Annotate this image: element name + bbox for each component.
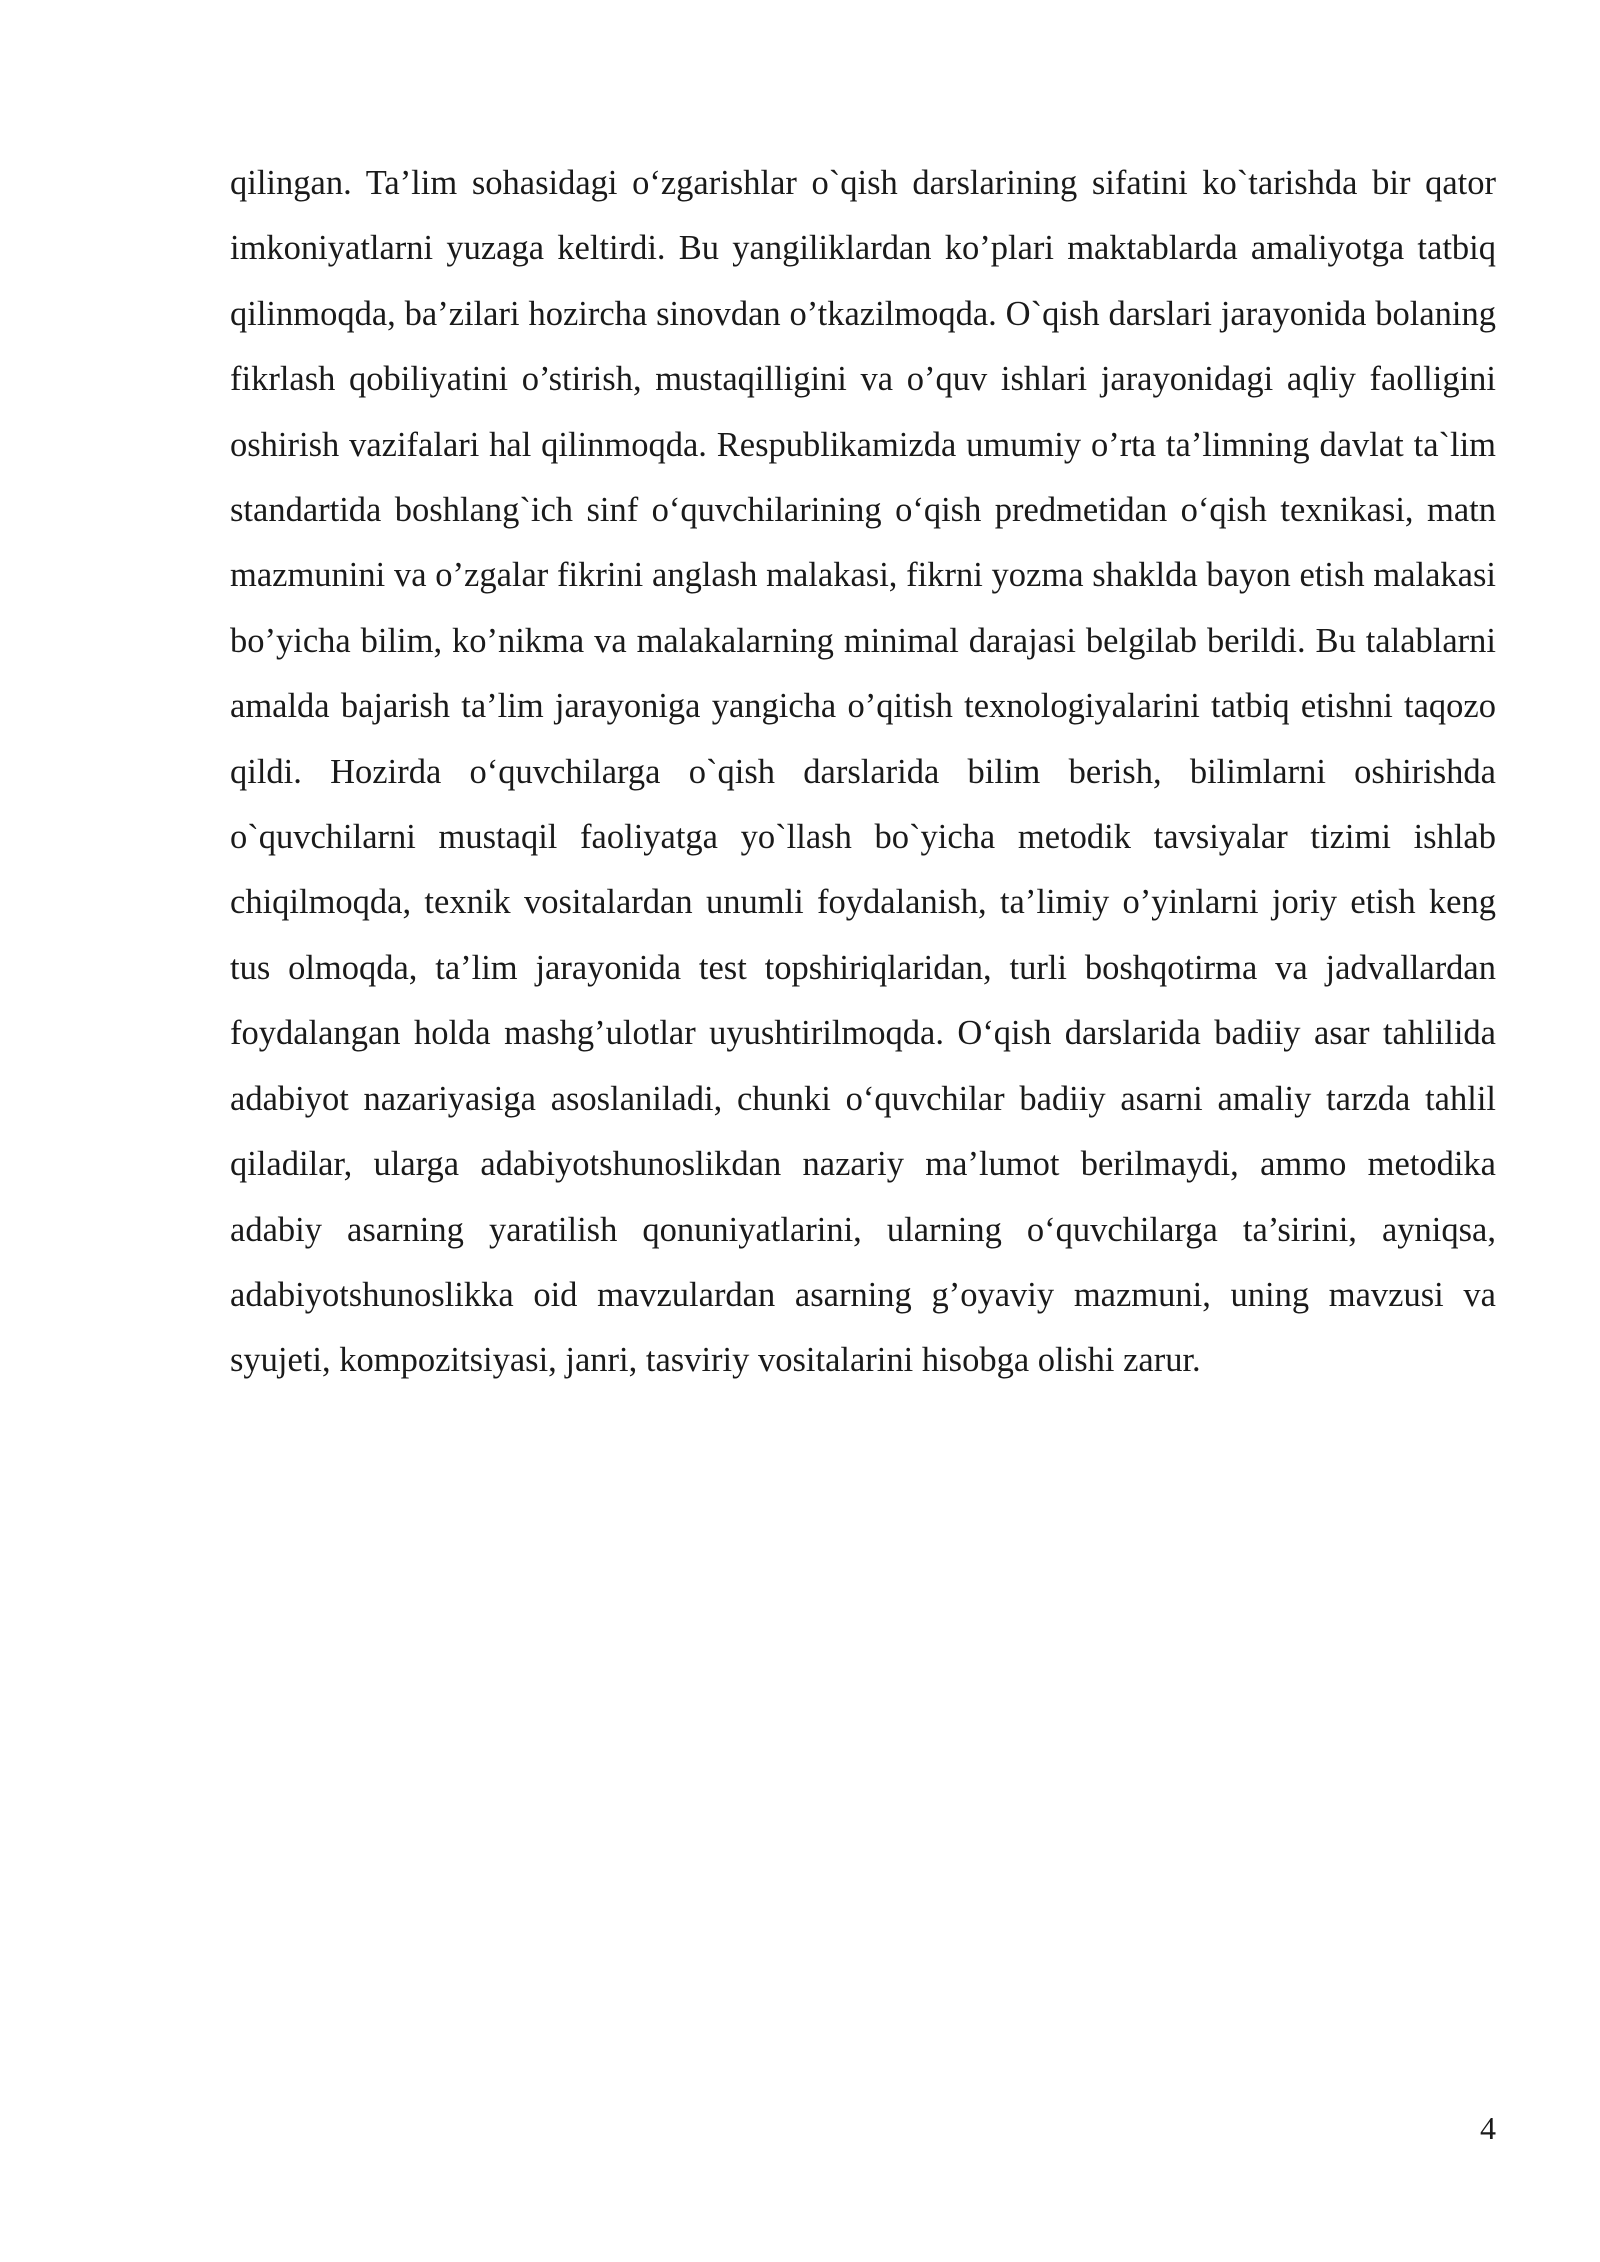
body-paragraph: qilingan. Ta’lim sohasidagi o‘zgarishlar o`qish darslarining sifatini ko`tarishda bir qator imkoniyatlarni yuzaga keltirdi. Bu yangiliklardan ko’plari maktablarda amaliyotga tatbiq qilinmoqda, ba’zilari hozircha sinovdan o’tkazilmoqda. O`qish darslari jarayonida bolaning fikrlash qobiliyatini o’stirish, mustaqilligini va o’quv ishlari jarayonidagi aqliy faolligini oshirish vazifalari hal qilinmoqda. Respublikamizda umumiy o’rta ta’limning davlat ta`lim standartida boshlang`ich sinf o‘quvchilarining o‘qish predmetidan o‘qish texnikasi, matn mazmunini va o’zgalar fikrini anglash malakasi, fikrni yozma shaklda bayon etish malakasi bo’yicha bilim, ko’nikma va malakalarning minimal darajasi belgilab berildi. Bu talablarni amalda bajarish ta’lim jarayoniga yangicha o’qitish texnologiyalarini tatbiq etishni taqozo qildi. Hozirda o‘quvchilarga o`qish darslarida bilim berish, bilimlarni oshirishda o`quvchilarni mustaqil faoliyatga yo`llash bo`yicha metodik tavsiyalar tizimi ishlab chiqilmoqda, texnik vositalardan unumli foydalanish, ta’limiy o’yinlarni joriy etish keng tus olmoqda, ta’lim jarayonida test topshiriqlaridan, turli boshqotirma va jadvallardan foydalangan holda mashg’ulotlar uyushtirilmoqda. O‘qish darslarida badiiy asar tahlilida adabiyot nazariyasiga asoslaniladi, chunki o‘quvchilar badiiy asarni amaliy tarzda tahlil qiladilar, ularga adabiyotshunoslikdan nazariy ma’lumot berilmaydi, ammo metodika adabiy asarning yaratilish qonuniyatlarini, ularning o‘quvchilarga ta’sirini, ayniqsa, adabiyotshunoslikka oid mavzulardan asarning g’oyaviy mazmuni, uning mavzusi va syujeti, kompozitsiyasi, janri, tasviriy vositalarini hisobga olishi zarur. xyxy=(230,164,1496,1380)
page-number: 4 xyxy=(1480,2110,1496,2146)
